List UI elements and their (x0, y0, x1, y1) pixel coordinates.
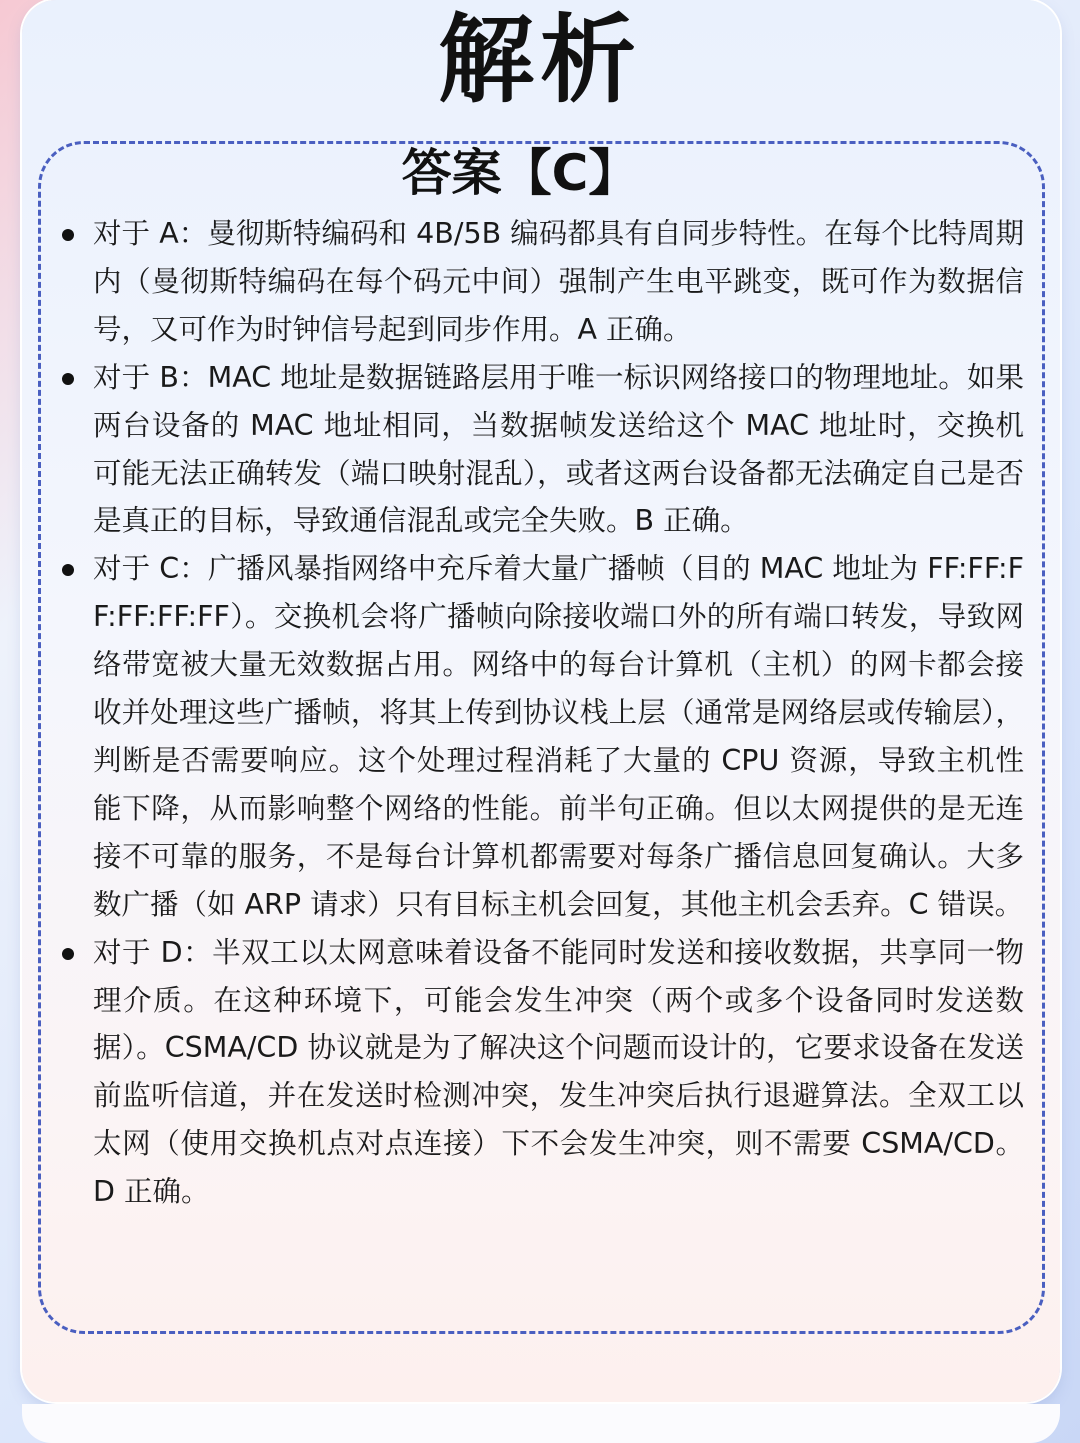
list-item-text: 对于 D：半双工以太网意味着设备不能同时发送和接收数据，共享同一物理介质。在这种环境下，可能会发生冲突（两个或多个设备同时发送数据）。CSMA/CD 协议就是为了解决这个问题而设计的，它要求设备在发送前监听信道，并在发送时检测冲突，发生冲突后执行退避算法。全双工以太网（使用交换机点对点连接）下不会发生冲突，则不需要 CSMA/CD。D 正确。 (93, 935, 1024, 1209)
bullet-dot-icon (62, 229, 74, 241)
bullet-dot-icon (62, 948, 74, 960)
page-title: 解析 (438, 4, 642, 116)
list-item-text: 对于 B：MAC 地址是数据链路层用于唯一标识网络接口的物理地址。如果两台设备的 MAC 地址相同，当数据帧发送给这个 MAC 地址时，交换机可能无法正确转发（端口映射混乱），或者这两台设备都无法确定自己是否是真正的目标，导致通信混乱或完全失败。B 正确。 (93, 360, 1024, 538)
list-item-text: 对于 A：曼彻斯特编码和 4B/5B 编码都具有自同步特性。在每个比特周期内（曼彻斯特编码在每个码元中间）强制产生电平跳变，既可作为数据信号，又可作为时钟信号起到同步作用。A 正确。 (93, 217, 1024, 346)
list-item-c (62, 545, 1024, 928)
answer-label: 答案【C】 (401, 144, 639, 202)
explanation-list (62, 210, 1024, 1216)
list-item-d (62, 929, 1024, 1216)
card-footer-strip (22, 1404, 1060, 1443)
bullet-dot-icon (62, 564, 74, 576)
list-item-b (62, 354, 1024, 546)
list-item-text: 对于 C：广播风暴指网络中充斥着大量广播帧（目的 MAC 地址为 FF:FF:FF:FF:FF:FF）。交换机会将广播帧向除接收端口外的所有端口转发，导致网络带宽被大量无效数据占用。网络中的每台计算机（主机）的网卡都会接收并处理这些广播帧，将其上传到协议栈上层（通常是网络层或传输层），判断是否需要响应。这个处理过程消耗了大量的 CPU 资源，导致主机性能下降，从而影响整个网络的性能。前半句正确。但以太网提供的是无连接不可靠的服务，不是每台计算机都需要对每条广播信息回复确认。大多数广播（如 ARP 请求）只有目标主机会回复，其他主机会丢弃。C 错误。 (93, 552, 1024, 921)
list-item-a (62, 210, 1024, 354)
bullet-dot-icon (62, 373, 74, 385)
